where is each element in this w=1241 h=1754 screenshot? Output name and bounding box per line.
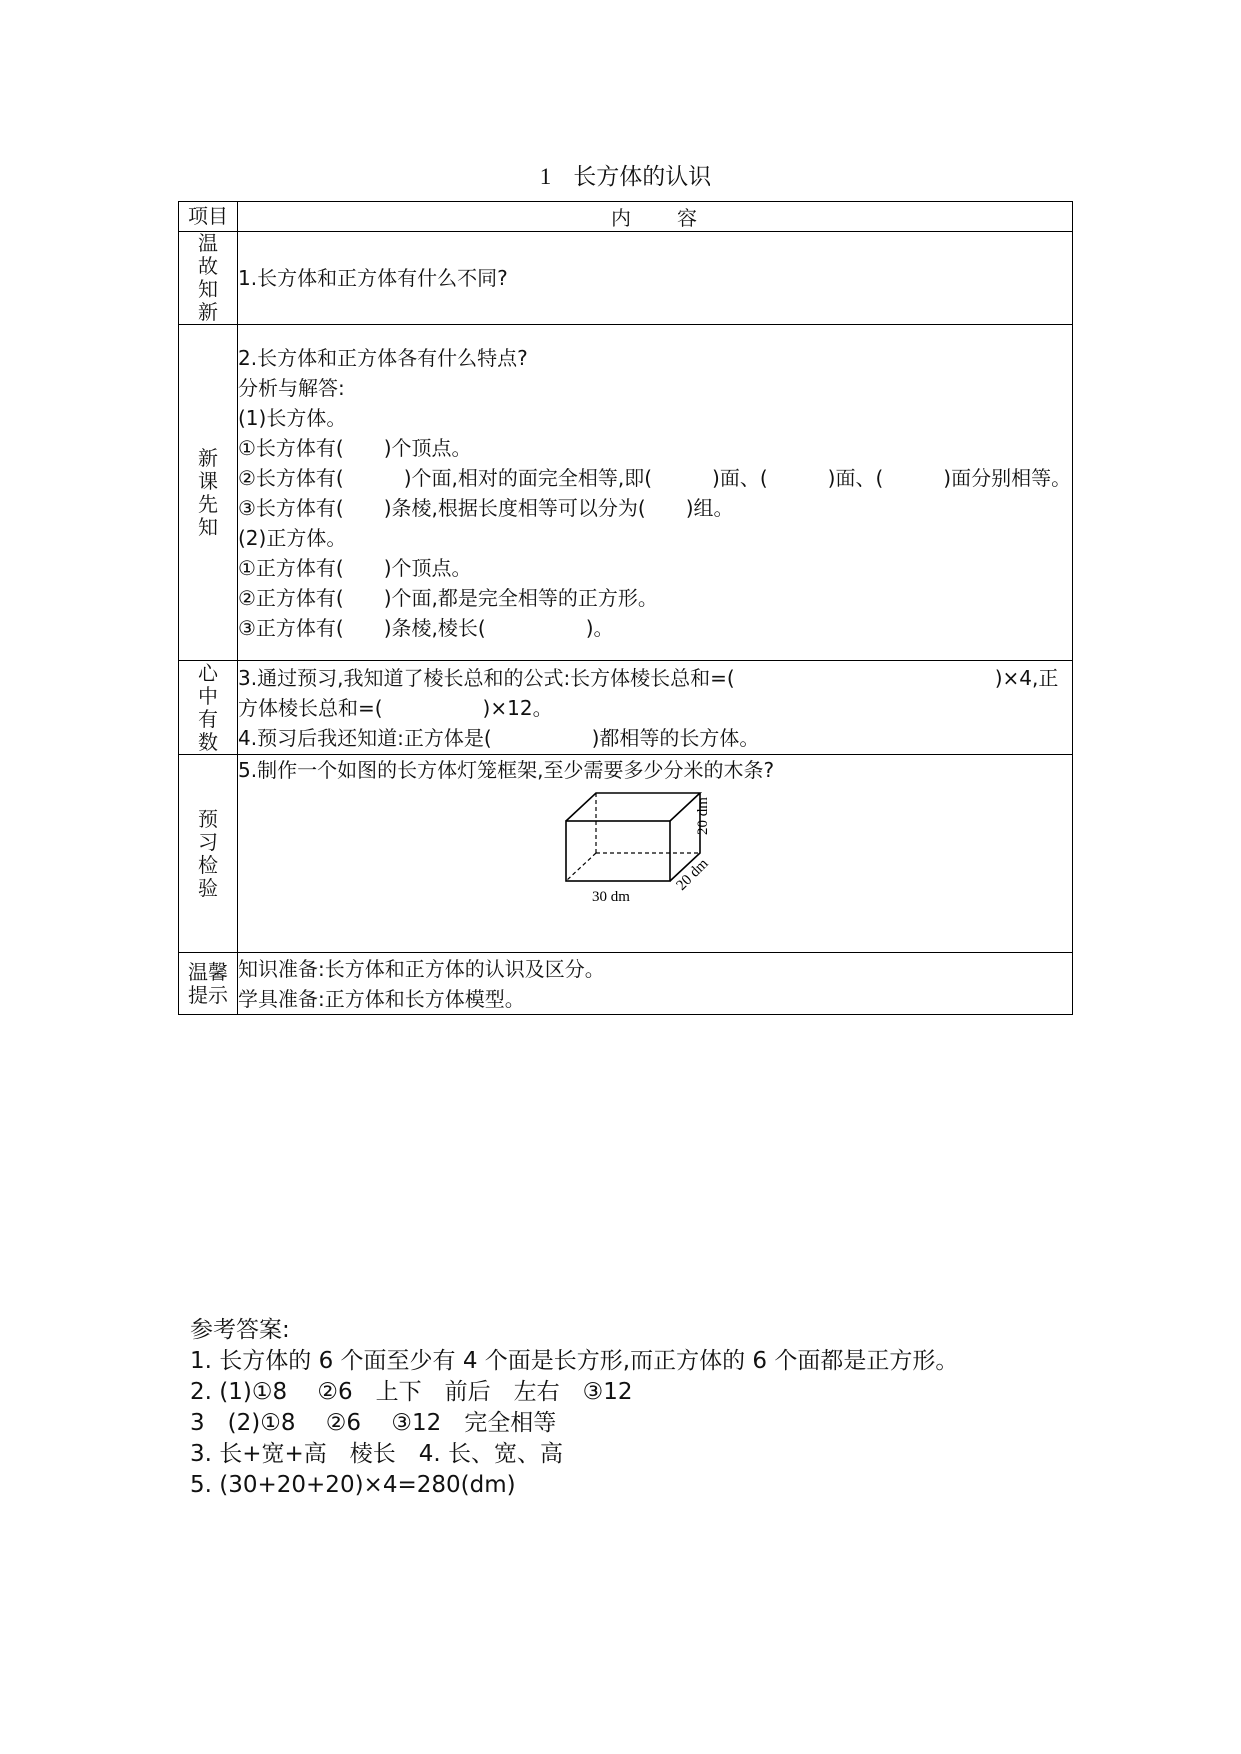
question-4: 4.预习后我还知道:正方体是( )都相等的长方体。 <box>238 725 760 750</box>
row-label-review: 温故知新 <box>198 231 218 324</box>
row-content-new-lesson <box>238 325 1073 661</box>
table-header-row <box>179 202 1073 232</box>
answer-section <box>190 1315 1090 1501</box>
question-3: 3.通过预习,我知道了棱长总和的公式:长方体棱长总和=( )×4,正方体棱长总和=( )×12。 <box>238 665 1059 720</box>
tip-knowledge: 知识准备:长方体和正方体的认识及区分。 <box>238 956 605 981</box>
cuboid-top-face <box>566 793 700 821</box>
tip-tools: 学具准备:正方体和长方体模型。 <box>238 986 525 1011</box>
answer-3-4: 3. 长+宽+高 棱长 4. 长、宽、高 <box>190 1441 564 1467</box>
answer-1: 1. 长方体的 6 个面至少有 4 个面是长方形,而正方体的 6 个面都是正方形。 <box>190 1348 959 1374</box>
table-row <box>179 755 1073 953</box>
row-content-tips <box>238 953 1073 1015</box>
height-label: 20 dm <box>695 797 711 835</box>
cube-edges: ③正方体有( )条棱,棱长( )。 <box>238 615 614 640</box>
row-content-check <box>238 755 1073 953</box>
cuboid-heading: (1)长方体。 <box>238 405 347 430</box>
cube-vertices: ①正方体有( )个顶点。 <box>238 555 472 580</box>
header-content: 内 容 <box>238 202 1073 232</box>
cuboid-figure <box>556 787 756 907</box>
worksheet-table <box>178 201 1073 1015</box>
cuboid-edges: ③长方体有( )条棱,根据长度相等可以分为( )组。 <box>238 495 734 520</box>
table-row <box>179 661 1073 755</box>
hidden-edge-depth <box>566 853 596 881</box>
row-label-check: 预习检验 <box>198 806 218 900</box>
question-1: 1.长方体和正方体有什么不同? <box>238 266 508 290</box>
answer-2b: 3 (2)①8 ②6 ③12 完全相等 <box>190 1410 557 1436</box>
question-5: 5.制作一个如图的长方体灯笼框架,至少需要多少分米的木条? <box>238 758 775 782</box>
row-content-review <box>238 232 1073 325</box>
title-number: 1 <box>539 164 552 189</box>
answer-2: 2. (1)①8 ②6 上下 前后 左右 ③12 <box>190 1379 633 1405</box>
analysis-heading: 分析与解答: <box>238 375 345 400</box>
row-label-mind: 心中有数 <box>198 660 218 754</box>
header-item: 项目 <box>179 202 238 232</box>
table-row <box>179 953 1073 1015</box>
cube-faces: ②正方体有( )个面,都是完全相等的正方形。 <box>238 585 658 610</box>
cube-heading: (2)正方体。 <box>238 525 347 550</box>
answer-5: 5. (30+20+20)×4=280(dm) <box>190 1472 516 1498</box>
page-title <box>178 163 1073 191</box>
table-row <box>179 325 1073 661</box>
cuboid-vertices: ①长方体有( )个顶点。 <box>238 435 472 460</box>
answers-heading: 参考答案: <box>190 1317 290 1343</box>
table-row <box>179 232 1073 325</box>
cuboid-front-face <box>566 821 670 881</box>
width-label: 20 dm <box>673 855 712 894</box>
question-2: 2.长方体和正方体各有什么特点? <box>238 345 528 370</box>
title-text: 长方体的认识 <box>573 164 712 190</box>
cuboid-faces: ②长方体有( )个面,相对的面完全相等,即( )面、( )面、( )面分别相等。 <box>238 465 1072 490</box>
row-content-mind <box>238 661 1073 755</box>
row-label-new-lesson: 新课先知 <box>198 445 218 539</box>
length-label: 30 dm <box>592 889 630 905</box>
row-label-tips: 温馨提示 <box>188 959 228 1007</box>
